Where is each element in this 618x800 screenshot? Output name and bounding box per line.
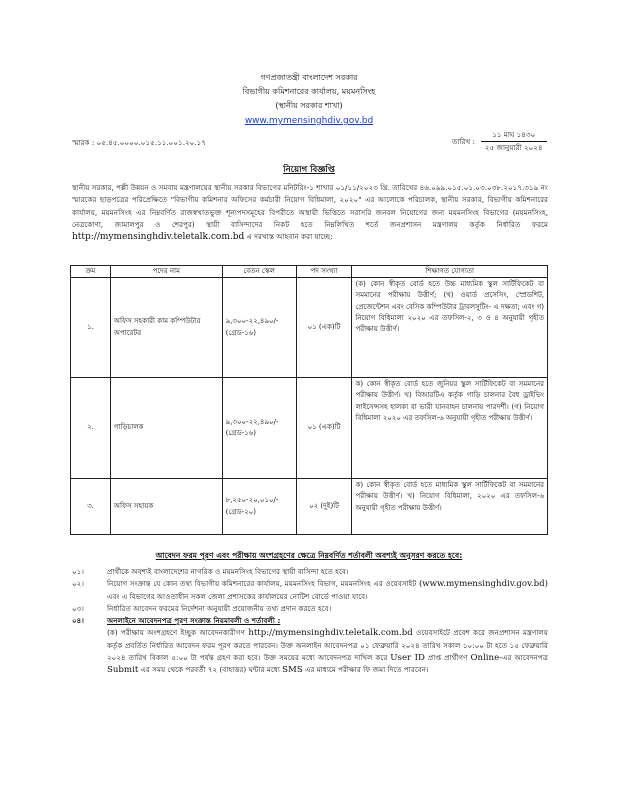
item4-p4: এর আবেদনপত্র [502,653,548,663]
conditions-title: আবেদন ফরম পূরণ এবং পরীক্ষায় অংশগ্রহণের ক্ষেত্রে নিম্নবর্ণিত শর্তাবলী অবশ্যই অনুসরণ করতে হবে: [155,551,463,560]
date-values [481,129,547,154]
row-count: ০২ (দুই)টি [296,479,352,535]
scale-value: ৮,২৫০-২০,০১০/- [225,496,279,505]
row-sl: ১. [71,278,111,378]
grade-value: (গ্রেড-১৬) [225,429,256,437]
grade-value: (গ্রেড-২০) [225,507,256,516]
item2-url[interactable]: (www.mymensinghdiv.gov.bd) [418,579,548,590]
row-post: অফিস সহকারী কাম কম্পিউটার অপারেটর [110,278,222,378]
table-header-row [71,266,548,278]
row-qualification: (ক) কোন স্বীকৃত বোর্ড হতে উচ্চ মাধ্যমিক স্কুল সার্টিফিকেট বা সমমানের পরীক্ষায় উত্তীর্ণ; (খ) ওয়ার্ড প্রসেসিং, স্প্রেডশিট, প্রেজেন্টেশন এবং বেসিক কম্পিউটার ট্রাবলসুটিং- এ দক্ষতা; এবং গ) নিয়োগ বিধিমালা ২০২০ এর তফসিল-২, ৩ ও ৪ অনুযায়ী গৃহীত পরীক্ষায় উত্তীর্ণ। [352,278,548,378]
item-text [107,578,548,603]
list-item [72,578,548,603]
row-post: অফিস সহায়ক [110,479,222,535]
item-number: ০২। [72,579,84,589]
intro-paragraph [72,182,548,243]
item4-p1: (ক) পরীক্ষায় অংশগ্রহণে ইচ্ছুক আবেদনকারীগণ [107,628,245,638]
item2-text: নিয়োগ সংক্রান্ত যে কোন তথ্য বিভাগীয় কমিশনারের কার্যালয়, ময়মনসিংহ বিভাগ, ময়মনসিংহ এর ওয়েবসাইট [107,579,417,589]
list-item [72,603,548,615]
intro-teletalk-url[interactable]: http://mymensinghdiv.teletalk.com.bd [72,232,245,243]
item-number: ০৩। [72,603,84,613]
item-number: ০১। [72,567,84,576]
header-post: পদের নাম [110,266,222,278]
posts-table [70,265,548,535]
row-sl: ৩. [71,479,111,535]
header-qualification: শিক্ষাগত যোগ্যতা [352,266,548,278]
row-count: ০১ (এক)টি [296,378,352,479]
item2-suffix: এবং এ বিভাগের আওতাধীন সকল জেলা প্রশাসকের কার্যালয়ের নোটিশ বোর্ডে পাওয়া যাবে। [107,591,368,601]
item4-online: Online- [470,653,503,664]
item4-p2: ওয়েবসাইটে প্রবেশ করে জনপ্রশাসন মন্ত্রণালয় কর্তৃক প্রবর্তিত নির্ধারিত আবেদন ফরম পূরণ করতে পারবেন। উক্ত অনলাইন আবেদনপত্র ০১ ফেব্রুয়ারি ২০২৪ তারিখ সকাল ১০:০০ টা হতে ১৫ ফেব্রুয়ারি ২০২৪ তারিখ বিকাল ৫:০০ টা পর্যন্ত গ্রহণ করা হবে। উক্ত সময়ের মধ্যে আবেদনপত্র দাখিল করে [107,628,548,663]
row-scale [222,479,296,535]
row-sl: ২. [71,378,111,479]
item4-heading: অনলাইনে আবেদনপত্র পূরণ সংক্রান্ত নিয়মাবলী ও শর্তাবলী : [107,616,281,626]
memo-number: স্মারক : ০৫.৪৫.০০০০.০১৫.১১.০০১.২০.১৭ [72,138,206,147]
branch-name: (স্থানীয় সরকার শাখা) [275,101,343,110]
notice-title: নিয়োগ বিজ্ঞপ্তি [283,165,335,175]
intro-text: স্থানীয় সরকার, পল্লী উন্নয়ন ও সমবায় মন্ত্রণালয়ের স্থানীয় সরকার বিভাগের মনিটরিং-১ শাখার ০১/১১/২০২৩ খ্রি. তারিখের ৪৬.০৯৯.০১৫.০১.০৩.০৩৮.২০১৭.৩১৯ নং স্মারকের ছাড়পত্রের পরিপ্রেক্ষিতে "বিভাগীয় কমিশনার অফিসের কর্মচারী নিয়োগ বিধিমালা, ২০২০" এর আলোকে পরিচালক, স্থানীয় সরকার, বিভাগীয় কমিশনারের কার্যালয়, ময়মনসিংহ এর নিম্নবর্ণিত রাজস্বখাতভুক্ত শূন্যপদসমূহের বিপরীতে অস্থায়ী ভিত্তিতে সরাসরি জনবল নিয়োগের জন্য ময়মনসিংহ বিভাগের (ময়মনসিংহ, নেত্রকোণা, জামালপুর ও শেরপুর) স্থায়ী বাসিন্দাদের নিকট হতে নিম্নলিখিত শর্তে জনপ্রশাসন মন্ত্রণালয় কর্তৃক নির্ধারিত ফরমে [72,183,548,229]
date-block [452,129,547,154]
item4-p6: এর মাধ্যমে পরীক্ষার ফি জমা দিতে পারবেন। [305,665,429,675]
row-count: ০১ (এক)টি [296,278,352,378]
intro-suffix: এ দরখাস্ত আহবান করা যাচ্ছে: [246,232,333,242]
office-name: বিভাগীয় কমিশনারের কার্যালয়, ময়মনসিংহ [242,87,376,96]
item4-userid: User ID [390,653,425,664]
row-scale [222,278,296,378]
item-text [107,615,548,676]
govt-title: গণপ্রজাতন্ত্রী বাংলাদেশ সরকার [260,73,358,82]
item4-sms: SMS [282,665,303,676]
item4-url[interactable]: http://mymensinghdiv.teletalk.com.bd [248,628,413,639]
table-row [71,378,548,479]
row-scale [222,378,296,479]
item-text: প্রার্থীকে অবশ্যই বাংলাদেশের নাগরিক ও ময়মনসিংহ বিভাগের স্থায়ী বাসিন্দা হতে হবে। [107,567,349,576]
item-number: ০৪। [72,616,84,626]
scale-value: ৯,৩০০-২২,৪৯০/- [225,417,279,426]
item4-p5: এর সময় থেকে পরবর্তী ৭২ (বাহাত্তর) ঘন্টার মধ্যে [140,665,280,675]
row-qualification: ক) কোন স্বীকৃত বোর্ড হতে মাধ্যমিক স্কুল সার্টিফিকেট বা সমমানের পরীক্ষায় উত্তীর্ণ। খ) নিয়োগ বিধিমালা, ২০২০ এর তফসিল-৬ অনুযায়ী গৃহীত পরীক্ষায় উত্তীর্ণ। [352,479,548,535]
date-english: ২৫ জানুয়ারী ২০২৪ [484,143,543,153]
item-text: নির্ধারিত আবেদন ফরমের নির্দেশনা অনুযায়ী প্রয়োজনীয় তথ্য প্রদান করতে হবে। [107,603,332,613]
row-post: গাড়িচালক [110,378,222,479]
header-count: পদ সংখ্যা [296,266,352,278]
conditions-list [72,566,548,677]
row-qualification: ক) কোন স্বীকৃত বোর্ড হতে জুনিয়র স্কুল সার্টিফিকেট বা সমমানের পরীক্ষায় উত্তীর্ণ। খ) বিআরটিএ কর্তৃক গাড়ি চালনার বৈধ ড্রাইভিং লাইসেন্সসহ হালকা বা ভারী যানবাহন চালনায় পারদর্শী। (গ) নিয়োগ বিধিমালা ২০২০ এর তফসিল-৬ অনুযায়ী গৃহীত পরীক্ষায় উত্তীর্ণ। [352,378,548,479]
item4-submit: Submit [107,665,139,676]
date-label: তারিখ : [452,136,475,146]
list-item [72,566,548,578]
table-row [71,479,548,535]
header-sl: ক্রম [71,266,111,278]
website-link[interactable]: www.mymensinghdiv.gov.bd [244,116,374,126]
date-bangla: ১১ মাঘ ১৪৩০ [481,129,547,142]
scale-value: ৯,৩০০-২২,৪৯০/- [225,317,279,326]
list-item [72,615,548,676]
office-header [0,71,618,129]
table-row [71,278,548,378]
header-scale: বেতন স্কেল [222,266,296,278]
item4-p3: প্রাপ্ত প্রার্থীগণ [427,653,468,663]
grade-value: (গ্রেড-১৬) [225,328,256,337]
